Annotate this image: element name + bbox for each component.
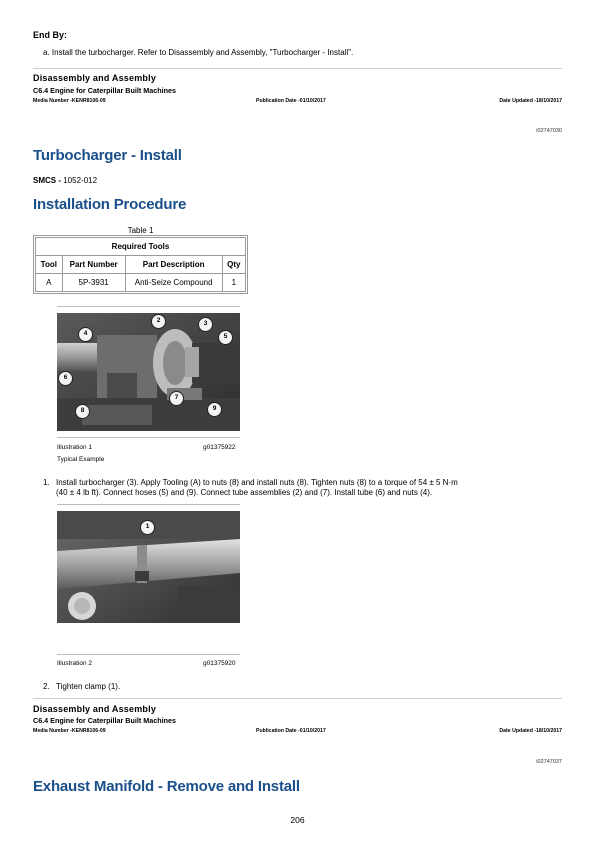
reference-id: i02747037 [536, 759, 562, 765]
illustration-rule [57, 437, 240, 438]
table-header: Part Description [125, 256, 222, 274]
callout-8: 8 [75, 404, 90, 419]
step-number: 2. [43, 682, 50, 691]
callout-1: 1 [140, 520, 155, 535]
doc-title: Disassembly and Assembly [33, 73, 157, 83]
section-title: Turbocharger - Install [33, 147, 182, 164]
illustration-id: g01375922 [203, 444, 236, 451]
media-number: Media Number -KENR8106-09 [33, 728, 106, 734]
table-cell: Anti-Seize Compound [125, 274, 222, 292]
doc-title: Disassembly and Assembly [33, 704, 157, 714]
illustration-id: g01375920 [203, 660, 236, 667]
doc-subtitle: C6.4 Engine for Caterpillar Built Machines [33, 716, 176, 725]
page-number: 206 [290, 815, 305, 825]
table-cell: 1 [222, 274, 245, 292]
illustration-label: Illustration 2 [57, 660, 93, 667]
illustration-label: Illustration 1 [57, 444, 93, 451]
step-number: 1. [43, 478, 50, 487]
illustration-note: Typical Example [57, 456, 105, 463]
illustration-rule [57, 306, 240, 307]
required-tools-table [35, 237, 246, 292]
section-title: Exhaust Manifold - Remove and Install [33, 778, 300, 795]
callout-4: 4 [78, 327, 93, 342]
callout-3: 3 [198, 317, 213, 332]
smcs-label: SMCS - [33, 176, 64, 185]
divider [33, 698, 562, 699]
divider [33, 68, 562, 69]
doc-subtitle: C6.4 Engine for Caterpillar Built Machines [33, 86, 176, 95]
publication-date: Publication Date -01/10/2017 [256, 728, 326, 734]
table-header: Qty [222, 256, 245, 274]
procedure-title: Installation Procedure [33, 196, 187, 213]
turbocharger-photo [57, 313, 240, 431]
exhaust-clamp-photo [57, 511, 240, 623]
reference-id: i02747030 [536, 128, 562, 134]
table-cell: 5P-3931 [62, 274, 125, 292]
date-updated: Date Updated -18/10/2017 [499, 728, 562, 734]
callout-7: 7 [169, 391, 184, 406]
callout-6: 6 [58, 371, 73, 386]
table-row [36, 274, 246, 292]
illustration-rule [57, 654, 240, 655]
smcs-code [33, 176, 97, 185]
table-caption: Table 1 [127, 226, 154, 235]
end-by-heading: End By: [33, 30, 68, 40]
callout-5: 5 [218, 330, 233, 345]
table-header: Tool [36, 256, 63, 274]
table-cell: A [36, 274, 63, 292]
table-header: Part Number [62, 256, 125, 274]
date-updated: Date Updated -18/10/2017 [499, 98, 562, 104]
publication-date: Publication Date -01/10/2017 [256, 98, 326, 104]
smcs-value: 1052-012 [63, 176, 98, 185]
step-text-line: Install turbocharger (3). Apply Tooling (A) to nuts (8) and install nuts (8). Tighten nuts (8) to a torque of 54 ± 5 N·m [56, 478, 458, 487]
step-text-line: (40 ± 4 lb ft). Connect hoses (5) and (9). Connect tube assemblies (2) and (7). Install tube (6) and nuts (4). [56, 488, 433, 497]
step-text: Tighten clamp (1). [56, 682, 121, 691]
media-number: Media Number -KENR8106-09 [33, 98, 106, 104]
callout-2: 2 [151, 314, 166, 329]
table-title: Required Tools [36, 238, 246, 256]
end-by-step: a. Install the turbocharger. Refer to Disassembly and Assembly, "Turbocharger - Install". [43, 48, 354, 57]
illustration-rule [57, 504, 240, 505]
callout-9: 9 [207, 402, 222, 417]
